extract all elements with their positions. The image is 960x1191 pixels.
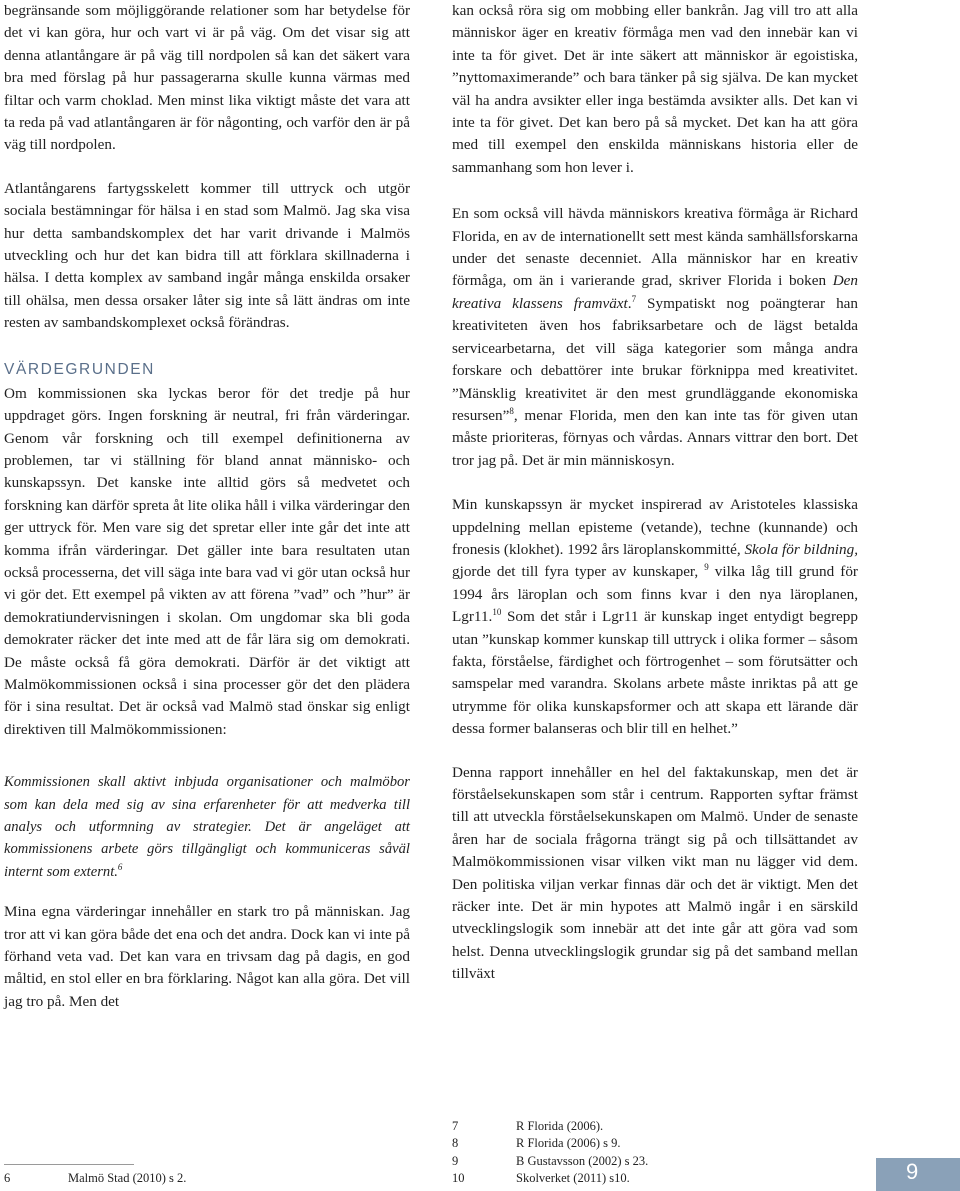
block-quote (4, 771, 410, 883)
footnote-text: Malmö Stad (2010) s 2. (68, 1171, 187, 1185)
footnote-number: 6 (4, 1171, 11, 1185)
paragraph: Atlantångarens fartygsskelett kommer till uttryck och utgör sociala bestämningar för hälsa i en stad som Malmö. Jag ska visa hur detta sambandskomplex det har varit drivande i Malmös utveckling och hur det kan bidra till att förklara skillnaderna i hälsa. I detta komplex av samband ingår många enskilda orsaker till ohälsa, men dessa orsaker låter sig inte så lätt ändras om inte resten av sambandskomplexet också förändras. (4, 179, 410, 332)
quote-text: Kommissionen skall aktivt inbjuda organisationer och malmöbor som kan dela med sig av sina erfarenheter för att medverka till analys och utformning av strategier. Det är angeläget att kommissionens arbete görs tillgängligt och kommuniceras såväl internt som externt. (4, 774, 410, 880)
footnote-number: 8 (452, 1136, 459, 1150)
footnote-ref: 9 (704, 562, 709, 573)
footnote-text: R Florida (2006). (516, 1119, 604, 1133)
footnote (452, 1153, 648, 1169)
footnote (452, 1135, 621, 1151)
text-run: vilka låg till grund för 1994 års läroplan och som finns kvar i den nya läroplanen, Lgr11. (452, 563, 858, 626)
page-number-badge (876, 1158, 960, 1191)
footnote-number: 9 (452, 1154, 459, 1168)
text-run: Som det står i Lgr11 är kunskap inget entydigt begrepp utan ”kunskap kommer kunskap till uttryck i olika former – såsom fakta, förståelse, färdighet och förtrogenhet – som förutsätter och samspelar med varandra. Skolans arbete måste inriktas på att ge utrymme för olika kunskapsformer och att skapa ett lärande där dessa former balanseras och blir till en helhet.” (452, 608, 858, 738)
footnote (4, 1170, 186, 1186)
paragraph: kan också röra sig om mobbing eller bankrån. Jag vill tro att alla människor äger en kreativ förmåga men vad den innebär kan vi inte ta för givet. Det är inte säkert att människor är egoistiska, ”nyttomaximerande” och bara tänker på sig själva. De kan mycket väl ha andra avsikter eller inga bestämda avsikter alls. Det kan vi inte ta för givet. Det kan bero på så mycket. Det kan ha att göra med till exempel den enskilda människans historia eller de sammanhang som hon lever i. (452, 2, 858, 176)
text-run: Min kunskapssyn är mycket inspirerad av Aristoteles klassiska uppdelning mellan episteme (vetande), techne (kunnande) och fronesis (klokhet). 1992 års läroplanskommitté, (452, 496, 858, 558)
footnote-text: R Florida (2006) s 9. (516, 1136, 621, 1150)
page-number: 9 (906, 1159, 919, 1184)
footnote-ref: 8 (509, 405, 514, 416)
text-run: , menar Florida, men den kan inte tas för given utan måste prioriteras, förnyas och vårdas. Annars vittrar den bort. Det tror jag på. Det är min människosyn. (452, 406, 858, 469)
footnote (452, 1118, 603, 1134)
text-run: gjorde det till fyra typer av kunskaper, (452, 563, 705, 581)
paragraph: Denna rapport innehåller en hel del faktakunskap, men det är förståelsekunskapen som står i centrum. Rapporten syftar främst till att utveckla förståelsekunskapen om Malmö. Under de senaste åren har de sociala frågorna trängt sig på och tillsättandet av Malmökommissionen visar vilken vikt man nu lägger vid dem. Den politiska viljan verkar finnas där och det är viktigt. Men det räcker inte. Det är min hypotes att Malmö ingår i en särskild utvecklingslogik som innebär att det inte går att göra vad som helst. Denna utvecklingslogik grundar sig på det samband mellan tillväxt (452, 763, 858, 983)
section-heading: VÄRDEGRUNDEN (4, 360, 155, 378)
paragraph: begränsande som möjliggörande relationer som har betydelse för det vi kan göra, hur och vart vi är på väg. Om det visar sig att denna atlantångare är på väg till nordpolen så kan det säkert vara bra med förslag på hur passagerarna skulle kunna värmas med filtar och varm choklad. Men minst lika viktigt måste det vara att ta reda på vad atlantångaren är för någonting, och varför den är på väg till nordpolen. (4, 2, 410, 154)
footnote-number: 7 (452, 1119, 459, 1133)
footnote-number: 10 (452, 1171, 465, 1185)
left-column (4, 0, 410, 1013)
footnote (452, 1170, 630, 1186)
right-column (452, 0, 858, 986)
paragraph: Mina egna värderingar innehåller en stark tro på människan. Jag tror att vi kan göra både det ena och det andra. Dock kan vi inte på förhand veta vad. Det kan vara en trivsam dag på dagis, en god måltid, en stol eller en bra förklaring. Något kan alla göra. Det vill jag tro på. Men det (4, 903, 410, 1010)
footnote-text: Skolverket (2011) s10. (516, 1171, 630, 1185)
footnote-text: B Gustavsson (2002) s 23. (516, 1154, 649, 1168)
paragraph: Om kommissionen ska lyckas beror för det tredje på hur uppdraget görs. Ingen forskning är neutral, fri från värderingar. Genom vår forskning och till exempel definitionerna av problemen, tar vi ställning för bland annat människo- och kunskapssyn. Det kanske inte alltid görs så medvetet och forskning kan därför spreta åt lite olika håll i vilka värderingar den ger uttryck för. Men vare sig det spretar eller inte går det inte att komma ifrån värderingar. Det gäller inte bara resultaten utan också processerna, det vill säga inte bara vad vi gör utan också hur vi gör det. Ett exempel på vikten av att förena ”vad” och ”hur” är demokratiundervisningen i skolan. Om ungdomar ska bli goda demokrater räcker det inte med att de får lära sig om demokrati. De måste också få göra demokrati. Därför är det viktigt att Malmökommissionen också i sina processer gör det den plädera för i sina resultat. Det är också vad Malmö stad önskar sig enligt direktiven till Malmökommissionen: (4, 384, 410, 738)
footnote-ref: 7 (631, 293, 637, 304)
book-title: Skola för bildning, (744, 540, 858, 558)
period: . (627, 294, 632, 312)
text-run: En som också vill hävda människors kreativa förmåga är Richard Florida, en av de internationellt sett mest kända samhällsforskarna under det senaste decenniet. Alla människor har en kreativ förmåga, om än i varierande grad, skriver Florida i boken (452, 205, 858, 290)
footnote-ref: 10 (492, 607, 502, 618)
footnote-divider (4, 1164, 134, 1165)
text-run: Sympatiskt nog poängterar han kreativiteten även hos fabriksarbetare och de lägst betalda servicearbetarna, det vill säga kategorier som många andra forskare och debattörer inte brukar förknippa med kreativitet. ”Mänsklig kreativitet är den mest grundläggande ekonomiska resursen” (452, 294, 858, 424)
paragraph (452, 203, 858, 472)
book-title: Den kreativa klassens framväxt (452, 272, 858, 312)
footnote-ref: 6 (117, 861, 123, 872)
paragraph (452, 494, 858, 740)
